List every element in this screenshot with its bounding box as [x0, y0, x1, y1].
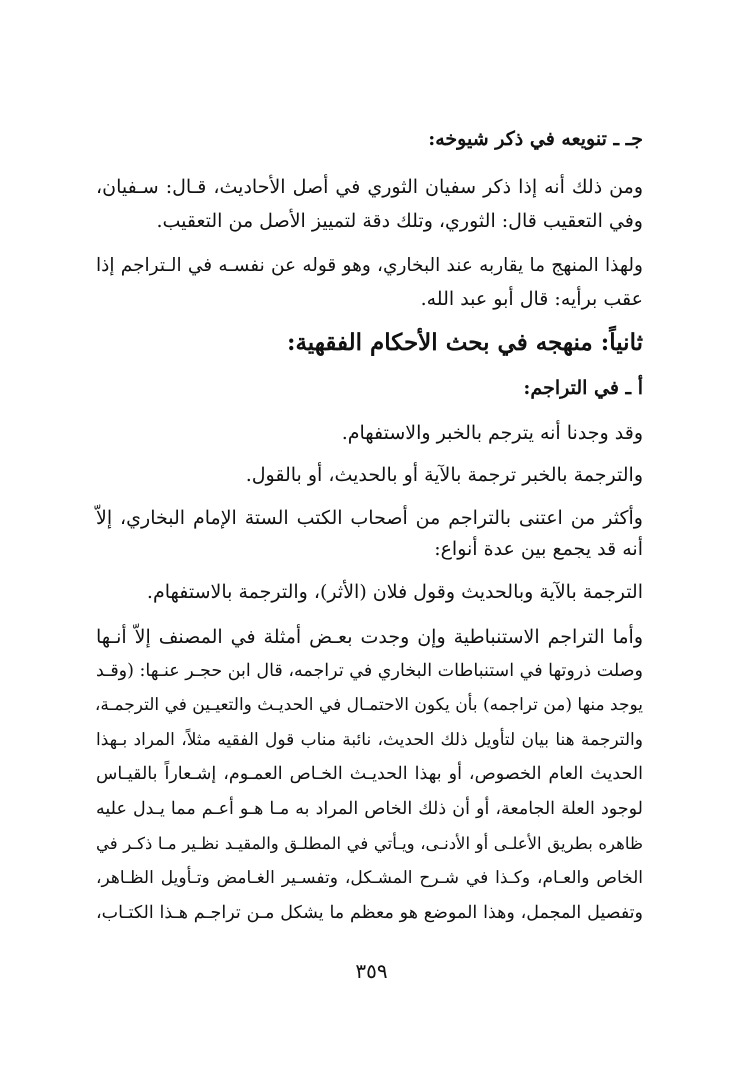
paragraph-6: الترجمة بالآية وبالحديث وقول فلان (الأثر)، والترجمة بالاستفهام.	[146, 581, 643, 603]
paragraph-7-line-8: الخاص والعـام، وكـذا في شـرح المشـكل، وتفسـير الغـامض وتـأويل الظـاهر،	[96, 868, 643, 888]
subheading-a: أ ـ في التراجم:	[523, 377, 643, 399]
section-title: ثانياً: منهجه في بحث الأحكام الفقهية:	[286, 329, 643, 356]
paragraph-7-line-4: والترجمة هنا بيان لتأويل ذلك الحديث، نائبة مناب قول الفقيه مثلاً، المراد بـهذا	[96, 730, 643, 750]
paragraph-7-line-3: يوجد منها (من تراجمه) بأن يكون الاحتمـال في الحديـث والتعيـين في الترجمـة،	[94, 695, 643, 715]
paragraph-1-line-2: وفي التعقيب قال: الثوري، وتلك دقة لتمييز الأصل من التعقيب.	[156, 210, 643, 232]
page-number: ٣٥٩	[355, 959, 388, 983]
subheading-c: جـ ـ تنويعه في ذكر شيوخه:	[428, 128, 643, 150]
paragraph-7-line-9: وتفصيل المجمل، وهذا الموضع هو معظم ما يشكل مـن تراجـم هـذا الكتـاب،	[96, 903, 643, 923]
paragraph-7-line-6: لوجود العلة الجامعة، أو أن ذلك الخاص المراد به مـا هـو أعـم مما يـدل عليه	[96, 799, 643, 819]
paragraph-7-line-1: وأما التراجم الاستنباطية وإن وجدت بعـض أمثلة في المصنف إلاّ أنـها	[96, 626, 643, 648]
paragraph-7-line-7: ظاهره بطريق الأعلـى أو الأدنـى، ويـأتي في المطلـق والمقيـد نظـير مـا ذكـر في	[96, 834, 643, 853]
paragraph-7-line-2: وصلت ذروتها في استنباطات البخاري في تراجمه، قال ابن حجـر عنـها: (وقـد	[96, 661, 643, 681]
paragraph-7-line-5: الحديث العام الخصوص، أو بهذا الحديـث الخـاص العمـوم، إشـعاراً بالقيـاس	[96, 764, 643, 784]
paragraph-2-line-1: ولهذا المنهج ما يقاربه عند البخاري، وهو قوله عن نفسـه في الـتراجم إذا	[96, 255, 643, 276]
paragraph-2-line-2: عقب برأيه: قال أبو عبد الله.	[420, 288, 643, 310]
paragraph-1-line-1: ومن ذلك أنه إذا ذكر سفيان الثوري في أصل الأحاديث، قـال: سـفيان،	[96, 176, 643, 198]
paragraph-5-line-2: أنه قد يجمع بين عدة أنواع:	[434, 538, 643, 560]
paragraph-3: وقد وجدنا أنه يترجم بالخبر والاستفهام.	[341, 422, 643, 444]
paragraph-4: والترجمة بالخبر ترجمة بالآية أو بالحديث، أو بالقول.	[245, 464, 643, 486]
paragraph-5-line-1: وأكثر من اعتنى بالتراجم من أصحاب الكتب الستة الإمام البخاري، إلاّ	[96, 507, 643, 529]
